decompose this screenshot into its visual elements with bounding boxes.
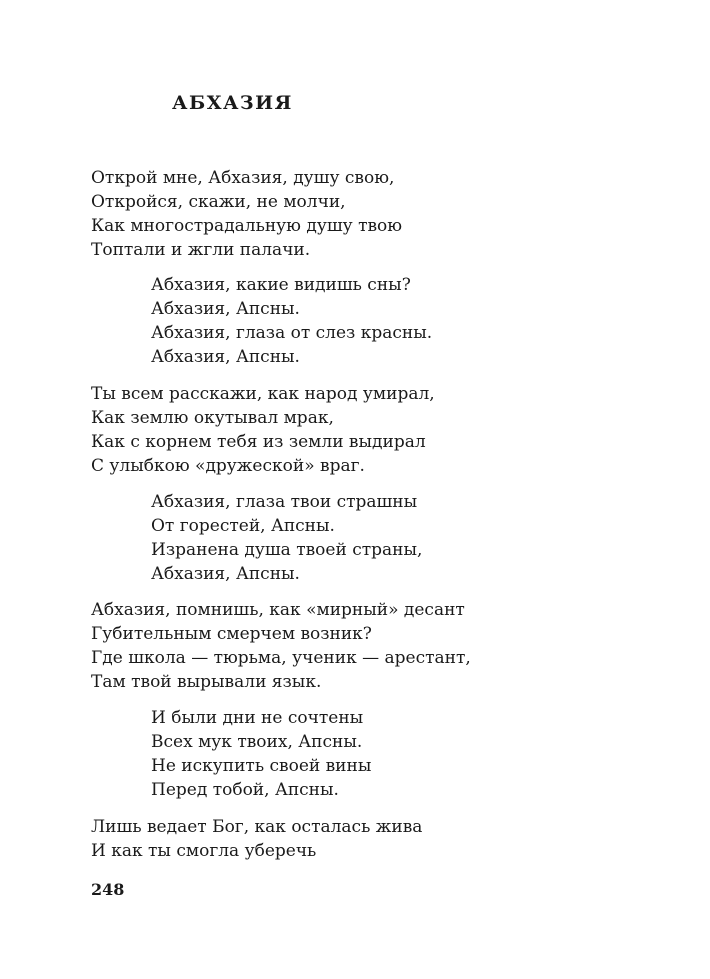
poem-line: Как с корнем тебя из земли выдирал (91, 432, 426, 452)
page-number: 248 (91, 880, 125, 899)
poem-line: Абхазия, Апсны. (151, 564, 300, 584)
stanza-7 (91, 815, 422, 863)
stanza-6-refrain (151, 706, 371, 802)
poem-line: От горестей, Апсны. (151, 516, 335, 536)
stanza-1 (91, 166, 402, 262)
poem-line: Всех мук твоих, Апсны. (151, 732, 363, 752)
poem-line: Изранена душа твоей страны, (151, 540, 423, 560)
poem-line: Губительным смерчем возник? (91, 624, 372, 644)
poem-line: Топтали и жгли палачи. (91, 240, 311, 260)
poem-line: Не искупить своей вины (151, 756, 372, 776)
poem-title: АБХАЗИЯ (172, 92, 293, 114)
poem-line: Лишь ведает Бог, как осталась жива (91, 817, 423, 837)
poem-line: Открой мне, Абхазия, душу свою, (91, 168, 395, 188)
poem-line: Откройся, скажи, не молчи, (91, 192, 346, 212)
stanza-2-refrain (151, 273, 432, 369)
stanza-4-refrain (151, 490, 422, 586)
poem-line: Абхазия, Апсны. (151, 299, 300, 319)
stanza-3 (91, 382, 435, 478)
poem-line: Как землю окутывал мрак, (91, 408, 334, 428)
stanza-5 (91, 598, 471, 694)
poem-line: Как многострадальную душу твою (91, 216, 403, 236)
poem-line: И как ты смогла уберечь (91, 841, 317, 861)
poem-line: Абхазия, помнишь, как «мирный» десант (91, 600, 465, 620)
poem-line: Абхазия, глаза от слез красны. (151, 323, 433, 343)
poem-line: С улыбкою «дружеской» враг. (91, 456, 365, 476)
poem-line: Абхазия, Апсны. (151, 347, 300, 367)
poem-line: Там твой вырывали язык. (91, 672, 322, 692)
poem-line: Абхазия, какие видишь сны? (151, 275, 411, 295)
poem-line: Где школа — тюрьма, ученик — арестант, (91, 648, 471, 668)
poem-line: Абхазия, глаза твои страшны (151, 492, 418, 512)
poem-line: И были дни не сочтены (151, 708, 364, 728)
poem-line: Перед тобой, Апсны. (151, 780, 339, 800)
poem-line: Ты всем расскажи, как народ умирал, (91, 384, 435, 404)
